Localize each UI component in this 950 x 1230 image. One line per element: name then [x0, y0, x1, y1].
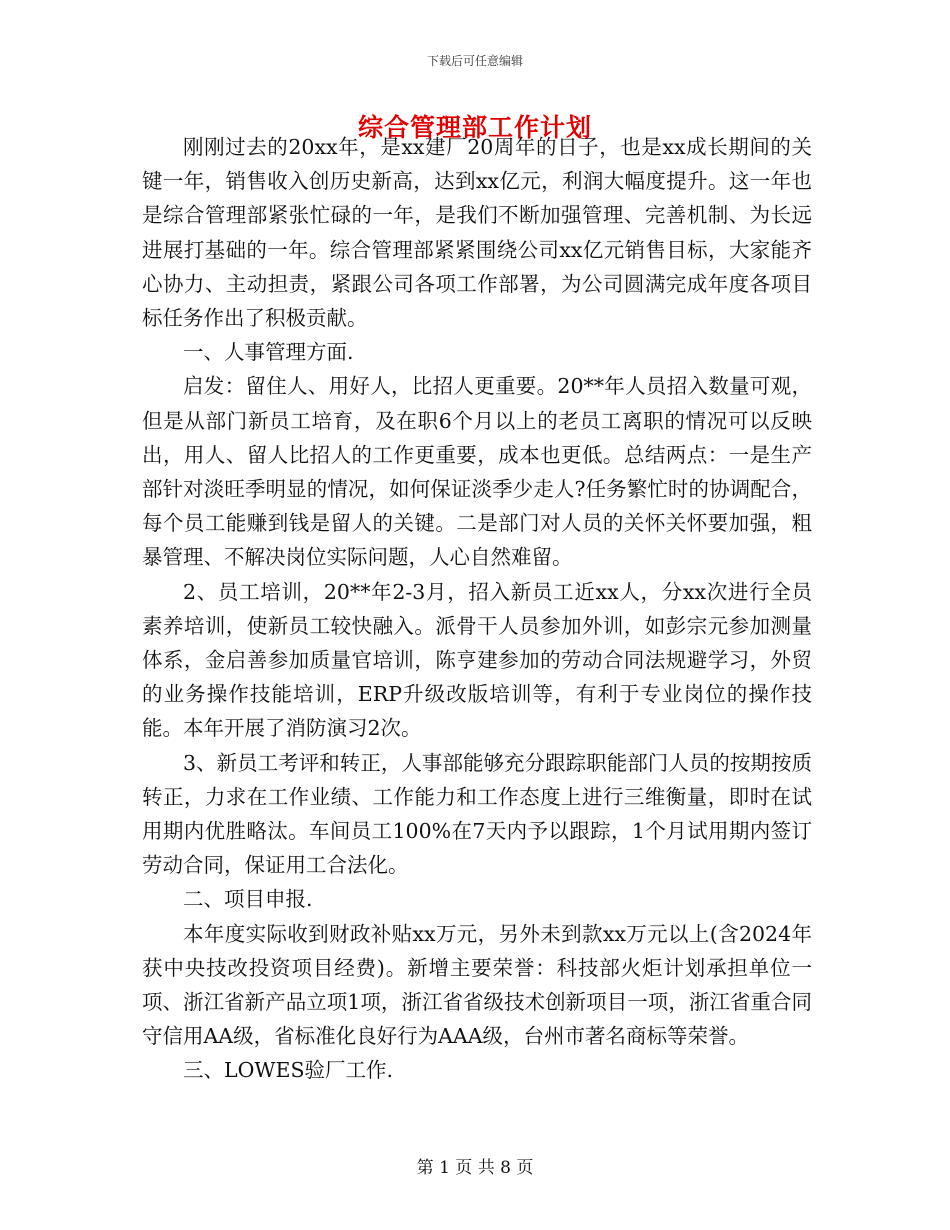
- paragraph-insight: 启发：留住人、用好人，比招人更重要。20**年人员招入数量可观，但是从部门新员工培育，及在职6个月以上的老员工离职的情况可以反映出，用人、留人比招人的工作更重要，成本也更低。总结两点：一是生产部针对淡旺季明显的情况，如何保证淡季少走人?任务繁忙时的协调配合，每个员工能赚到钱是留人的关键。二是部门对人员的关怀关怀要加强，粗暴管理、不解决岗位实际问题，人心自然难留。: [142, 374, 812, 570]
- section-heading-personnel: 一、人事管理方面.: [183, 340, 354, 365]
- paragraph-evaluation: 3、新员工考评和转正，人事部能够充分跟踪职能部门人员的按期按质转正，力求在工作业绩、工作能力和工作态度上进行三维衡量，即时在试用期内优胜略汰。车间员工100%在7天内予以跟踪，1个月试用期内签订劳动合同，保证用工合法化。: [142, 750, 812, 878]
- paragraph-intro: 刚刚过去的20xx年，是xx建厂20周年的日子，也是xx成长期间的关键一年，销售收入创历史新高，达到xx亿元，利润大幅度提升。这一年也是综合管理部紧张忙碌的一年，是我们不断加强管理、完善机制、为长远进展打基础的一年。综合管理部紧紧围绕公司xx亿元销售目标，大家能齐心协力、主动担责，紧跟公司各项工作部署，为公司圆满完成年度各项目标任务作出了积极贡献。: [142, 135, 812, 331]
- paragraph-training: 2、员工培训，20**年2-3月，招入新员工近xx人，分xx次进行全员素养培训，使新员工较快融入。派骨干人员参加外训，如彭宗元参加测量体系，金启善参加质量官培训，陈亨建参加的劳动合同法规避学习，外贸的业务操作技能培训，ERP升级改版培训等，有利于专业岗位的操作技能。本年开展了消防演习2次。: [142, 579, 812, 741]
- section-heading-projects: 二、项目申报.: [183, 887, 313, 912]
- paragraph-projects: 本年度实际收到财政补贴xx万元，另外未到款xx万元以上(含2024年获中央技改投资项目经费)。新增主要荣誉：科技部火炬计划承担单位一项、浙江省新产品立项1项，浙江省省级技术创新项目一项，浙江省重合同守信用AA级，省标准化良好行为AAA级，台州市著名商标等荣誉。: [142, 921, 812, 1049]
- section-heading-lowes: 三、LOWES验厂工作.: [183, 1058, 394, 1083]
- document-body: [142, 130, 812, 1088]
- document-title: 综合管理部工作计划: [357, 113, 592, 142]
- page-footer: 第 1 页 共 8 页: [416, 1158, 534, 1178]
- header-note: 下载后可任意编辑: [426, 54, 523, 68]
